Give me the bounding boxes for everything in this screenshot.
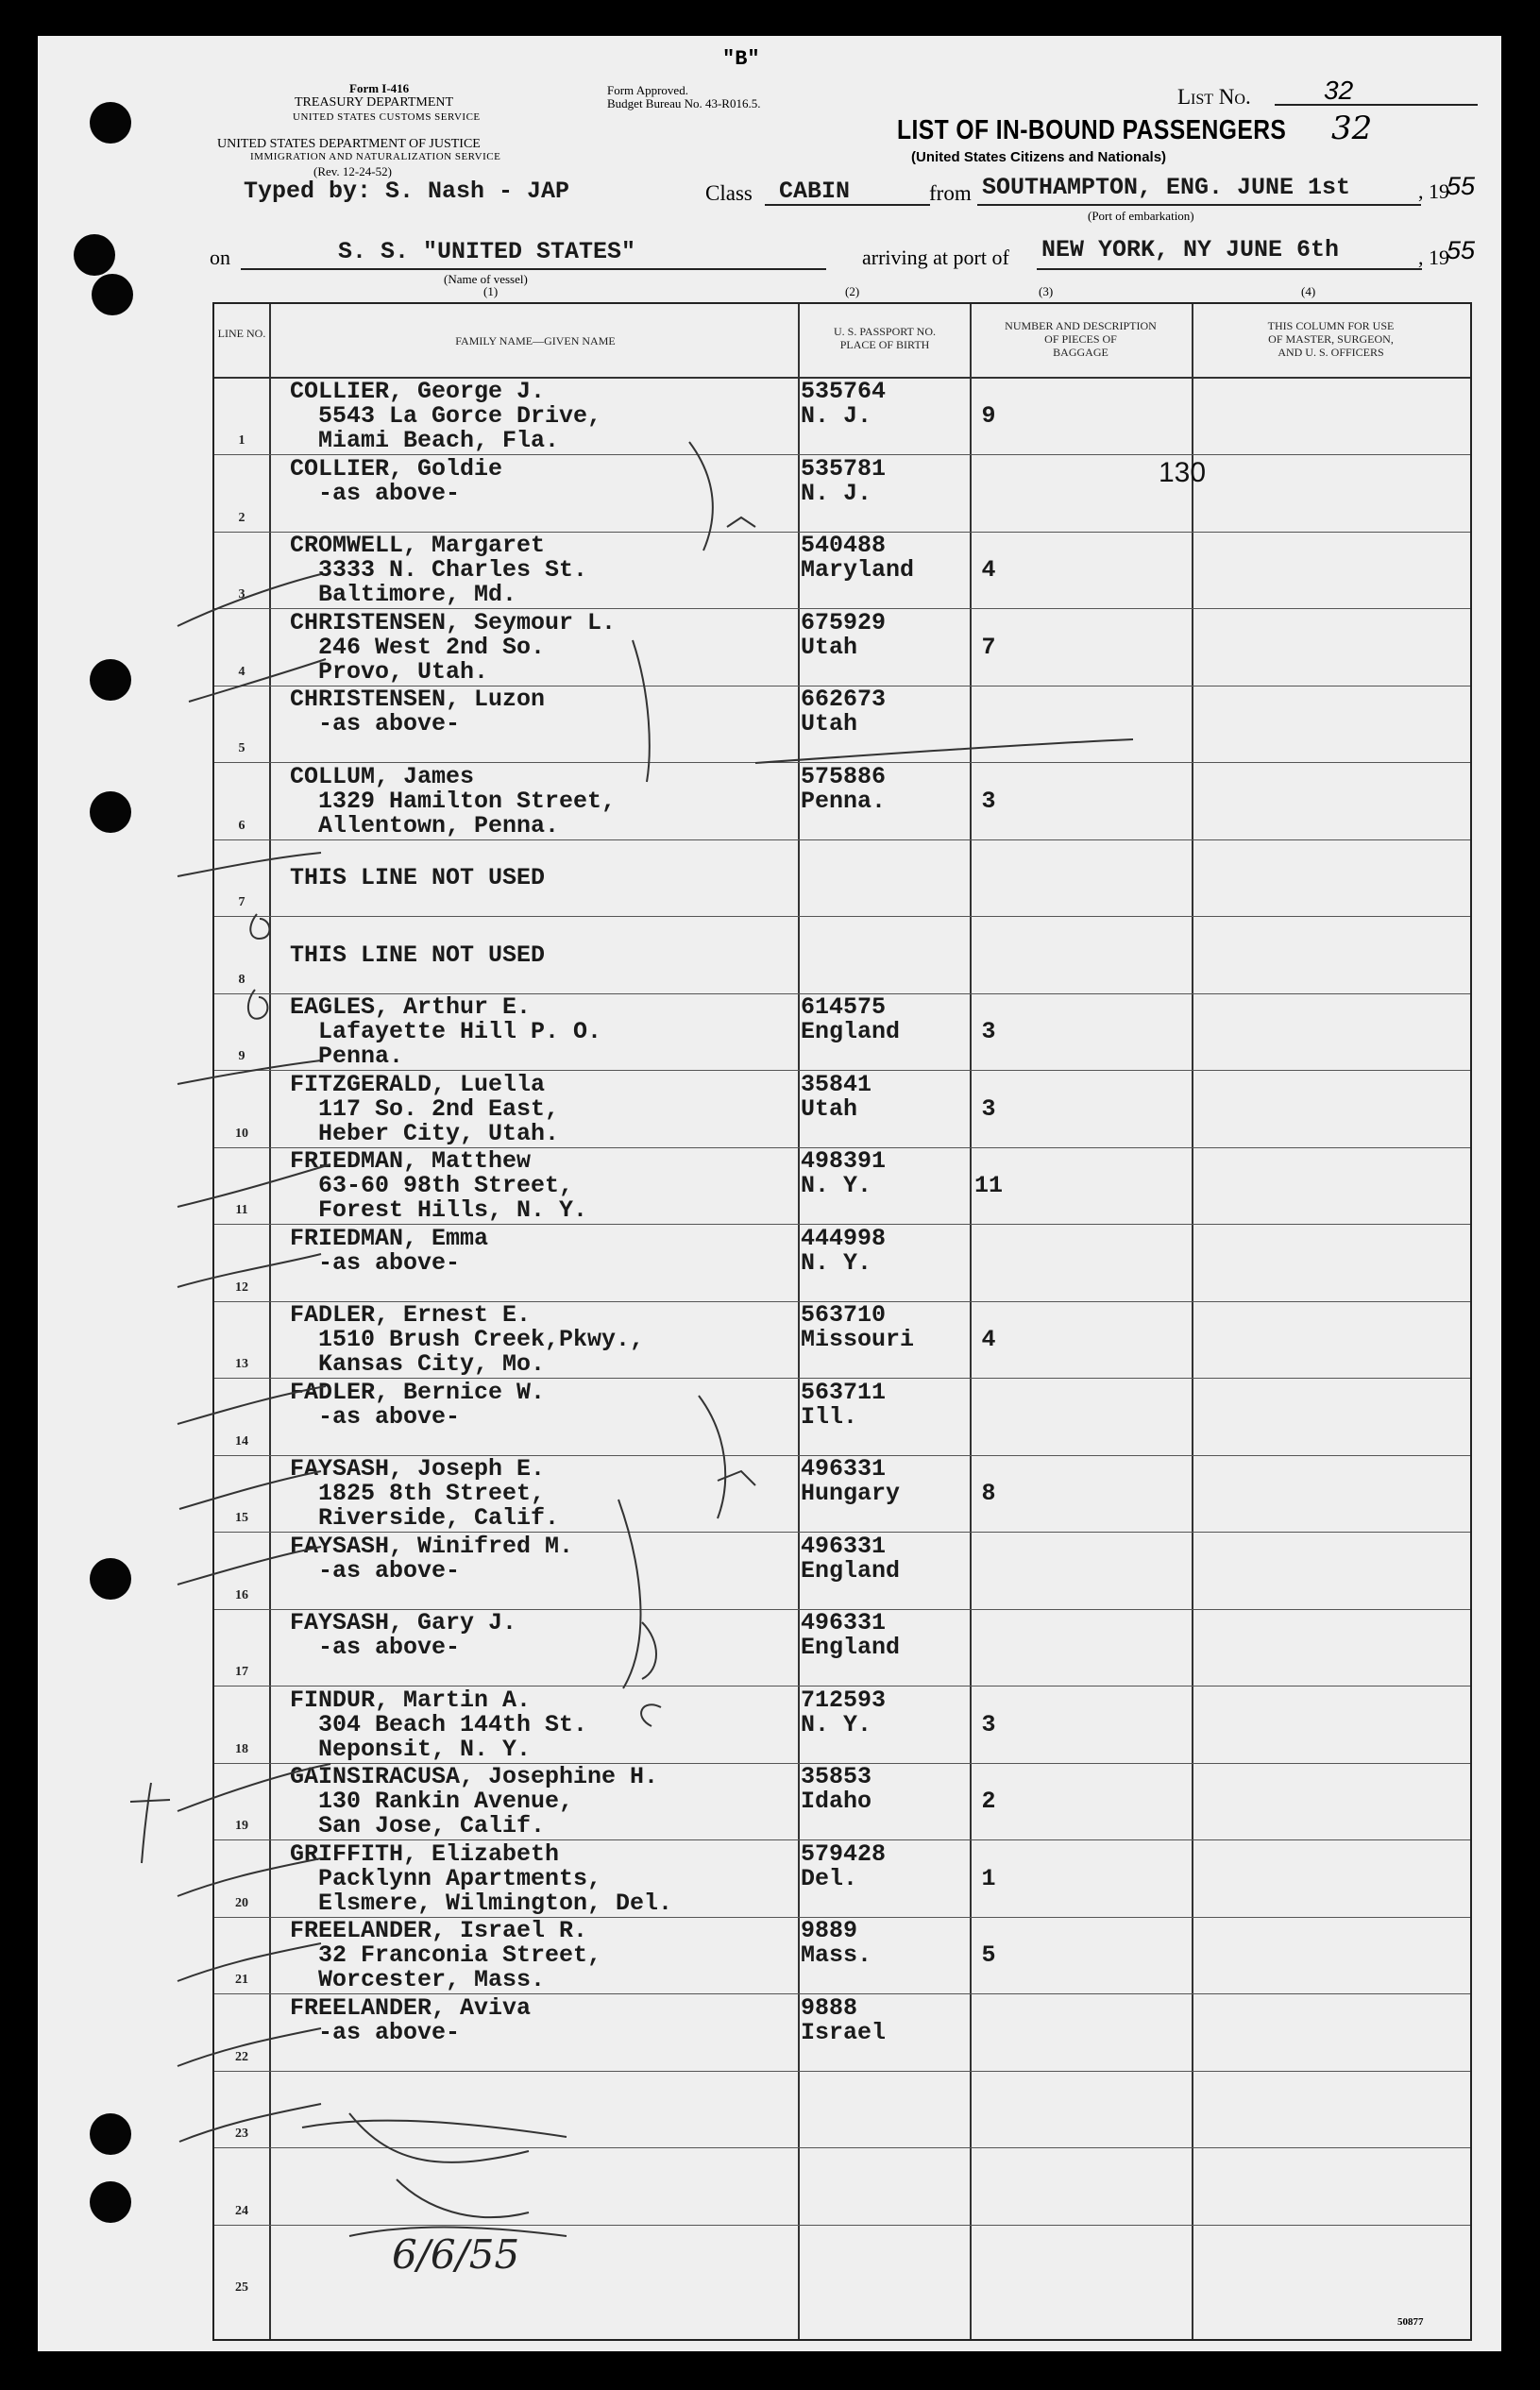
passport-birth bbox=[801, 1993, 887, 2046]
passport-birth bbox=[801, 380, 886, 429]
line-number: 24 bbox=[235, 2203, 248, 2218]
address-line-2: Provo, Utah. bbox=[318, 657, 489, 686]
passenger-name: FREELANDER, Aviva bbox=[290, 1993, 532, 2022]
baggage-count: 4 bbox=[981, 556, 996, 584]
passenger-name-address bbox=[290, 534, 587, 607]
passenger-name-address bbox=[290, 1457, 559, 1531]
address-line-2: Riverside, Calif. bbox=[318, 1504, 560, 1532]
passport-number: 535764 bbox=[801, 378, 887, 405]
passenger-name-address bbox=[290, 380, 601, 453]
passport-number: 498391 bbox=[801, 1147, 887, 1175]
passenger-table bbox=[212, 302, 1472, 2341]
table-header bbox=[214, 304, 1470, 379]
baggage-count: 5 bbox=[981, 1941, 996, 1969]
passenger-name-address bbox=[290, 1224, 489, 1277]
passenger-name: EAGLES, Arthur E. bbox=[290, 993, 532, 1021]
binder-hole bbox=[90, 659, 131, 701]
address-line-2: Miami Beach, Fla. bbox=[318, 427, 560, 454]
line-number: 10 bbox=[235, 1126, 248, 1141]
passenger-name: FITZGERALD, Luella bbox=[290, 1070, 546, 1098]
place-of-birth: Ill. bbox=[801, 1402, 858, 1431]
table-row bbox=[214, 763, 1470, 840]
passenger-name-address bbox=[290, 866, 545, 890]
table-row bbox=[214, 1609, 1470, 1687]
passport-number: 614575 bbox=[801, 993, 887, 1021]
passenger-name-address bbox=[290, 1765, 658, 1839]
address-line-1: 3333 N. Charles St. bbox=[318, 556, 588, 584]
budget-bureau: Budget Bureau No. 43-R016.5. bbox=[607, 96, 761, 110]
passenger-name: GAINSIRACUSA, Josephine H. bbox=[290, 1763, 659, 1790]
passenger-name-address bbox=[290, 608, 617, 686]
place-of-birth: N. Y. bbox=[801, 1248, 872, 1277]
passenger-name: GRIFFITH, Elizabeth bbox=[290, 1839, 560, 1868]
line-number: 18 bbox=[235, 1741, 248, 1756]
passport-birth bbox=[801, 608, 887, 661]
passenger-name: THIS LINE NOT USED bbox=[290, 941, 546, 969]
line-number: 17 bbox=[235, 1665, 248, 1679]
place-of-birth: England bbox=[801, 1634, 901, 1661]
form-number: Form I-416 bbox=[349, 81, 410, 95]
line-number: 23 bbox=[235, 2127, 248, 2141]
passenger-name-address bbox=[290, 762, 617, 839]
address-line-2: Allentown, Penna. bbox=[318, 811, 560, 839]
class-label: Class bbox=[705, 181, 753, 205]
table-row bbox=[214, 1455, 1470, 1533]
passport-birth bbox=[801, 1919, 872, 1968]
vessel-col: (1) bbox=[483, 284, 499, 298]
place-of-birth: N. J. bbox=[801, 479, 872, 507]
line-number: 25 bbox=[235, 2280, 248, 2295]
address-line-2: Kansas City, Mo. bbox=[318, 1350, 546, 1378]
binder-hole bbox=[90, 102, 131, 144]
list-no-handwritten: 32 bbox=[1331, 110, 1373, 147]
line-number: 15 bbox=[235, 1511, 248, 1525]
address-line-1: 32 Franconia Street, bbox=[318, 1941, 602, 1969]
address-line-1: -as above- bbox=[318, 1556, 461, 1585]
top-mark: "B" bbox=[722, 47, 760, 71]
passport-birth bbox=[801, 1839, 887, 1892]
rev: (Rev. 12-24-52) bbox=[313, 164, 392, 178]
baggage-count: 11 bbox=[973, 1172, 1003, 1199]
arrival-year-prefix: , 19 bbox=[1418, 246, 1449, 269]
passenger-name: FADLER, Ernest E. bbox=[290, 1301, 532, 1329]
passenger-name: FADLER, Bernice W. bbox=[290, 1378, 546, 1406]
table-row bbox=[214, 1147, 1470, 1225]
address-line-2: Forest Hills, N. Y. bbox=[318, 1196, 588, 1224]
table-row bbox=[214, 1994, 1470, 2072]
address-line-1: 117 So. 2nd East, bbox=[318, 1094, 560, 1123]
line-number: 19 bbox=[235, 1819, 248, 1833]
line-number: 8 bbox=[238, 972, 245, 987]
col-header-line-no: LINE NO. bbox=[217, 327, 266, 340]
passenger-name: FINDUR, Martin A. bbox=[290, 1686, 532, 1714]
line-number: 21 bbox=[235, 1973, 248, 1987]
col2-marker: (2) bbox=[845, 284, 860, 298]
binder-hole bbox=[74, 234, 115, 276]
passport-number: 662673 bbox=[801, 686, 887, 713]
passenger-list-sheet bbox=[38, 36, 1501, 2351]
place-of-birth: Penna. bbox=[801, 787, 887, 815]
baggage-count: 3 bbox=[981, 1710, 996, 1738]
passenger-name-address bbox=[290, 943, 545, 968]
passport-birth bbox=[801, 534, 914, 583]
binder-hole bbox=[92, 274, 133, 315]
address-line-2: Heber City, Utah. bbox=[318, 1119, 560, 1147]
place-of-birth: Maryland bbox=[801, 556, 915, 584]
passport-birth bbox=[801, 1378, 887, 1431]
passenger-name-address bbox=[290, 1839, 673, 1917]
vessel-caption: (Name of vessel) bbox=[444, 272, 528, 286]
col-header-name: FAMILY NAME—GIVEN NAME bbox=[455, 334, 616, 347]
address-line-2: Worcester, Mass. bbox=[318, 1966, 546, 1993]
table-row bbox=[214, 1071, 1470, 1148]
place-of-birth: N. Y. bbox=[801, 1172, 872, 1199]
passenger-name-address bbox=[290, 995, 601, 1069]
passenger-name: FREELANDER, Israel R. bbox=[290, 1917, 588, 1944]
line-number: 9 bbox=[238, 1049, 245, 1063]
col-header-officers: THIS COLUMN FOR USE OF MASTER, SURGEON, AND U. S. OFFICERS bbox=[1267, 319, 1395, 359]
list-subtitle: (United States Citizens and Nationals) bbox=[911, 149, 1167, 165]
passenger-name: COLLUM, James bbox=[290, 762, 475, 790]
address-line-1: 1329 Hamilton Street, bbox=[318, 787, 617, 815]
place-of-birth: Utah bbox=[801, 1094, 858, 1123]
line-number: 11 bbox=[235, 1203, 248, 1217]
table-row bbox=[214, 1763, 1470, 1840]
passenger-name: COLLIER, George J. bbox=[290, 378, 546, 405]
passenger-name: CHRISTENSEN, Seymour L. bbox=[290, 608, 617, 636]
address-line-1: 246 West 2nd So. bbox=[318, 633, 546, 661]
table-row bbox=[214, 1379, 1470, 1456]
place-of-birth: N. J. bbox=[801, 402, 872, 430]
line-number: 13 bbox=[235, 1357, 248, 1371]
place-of-birth: Israel bbox=[801, 2018, 887, 2046]
baggage-count: 7 bbox=[981, 633, 996, 661]
baggage-count: 8 bbox=[981, 1480, 996, 1507]
binder-hole bbox=[90, 2181, 131, 2223]
line-number: 3 bbox=[238, 587, 245, 602]
passport-birth bbox=[801, 1765, 872, 1814]
passport-birth bbox=[801, 1534, 900, 1584]
passenger-name-address bbox=[290, 1303, 644, 1377]
ins: IMMIGRATION AND NATURALIZATION SERVICE bbox=[250, 151, 501, 162]
table-row bbox=[214, 917, 1470, 994]
binder-hole bbox=[90, 791, 131, 833]
table-row bbox=[214, 839, 1470, 917]
passenger-name-address bbox=[290, 1149, 587, 1223]
baggage-count: 4 bbox=[981, 1326, 996, 1353]
line-number: 6 bbox=[238, 818, 245, 833]
passenger-name: FAYSASH, Joseph E. bbox=[290, 1455, 546, 1483]
address-line-1: -as above- bbox=[318, 1402, 461, 1431]
table-row bbox=[214, 532, 1470, 609]
address-line-1: 130 Rankin Avenue, bbox=[318, 1788, 574, 1815]
table-row bbox=[214, 1917, 1470, 1994]
table-row bbox=[214, 609, 1470, 686]
passport-birth bbox=[801, 995, 900, 1044]
line-number: 20 bbox=[235, 1895, 248, 1910]
address-line-2: Neponsit, N. Y. bbox=[318, 1735, 532, 1763]
address-line-2: Elsmere, Wilmington, Del. bbox=[318, 1889, 673, 1917]
passport-number: 444998 bbox=[801, 1224, 887, 1252]
address-line-1: -as above- bbox=[318, 1634, 461, 1661]
passenger-name-address bbox=[290, 1534, 573, 1584]
place-of-birth: England bbox=[801, 1556, 901, 1585]
line-number: 2 bbox=[238, 510, 245, 525]
port-embark-caption: (Port of embarkation) bbox=[1088, 209, 1194, 223]
passport-number: 496331 bbox=[801, 1609, 887, 1636]
line-number: 4 bbox=[238, 664, 245, 679]
table-row bbox=[214, 1687, 1470, 1764]
passenger-name: FAYSASH, Gary J. bbox=[290, 1609, 517, 1636]
line-number: 7 bbox=[238, 895, 245, 909]
passenger-name-address bbox=[290, 454, 503, 507]
line-number: 16 bbox=[235, 1587, 248, 1602]
table-row bbox=[214, 2148, 1470, 2226]
place-of-birth: Hungary bbox=[801, 1480, 901, 1507]
passenger-name-address bbox=[290, 1919, 601, 1992]
place-of-birth: Mass. bbox=[801, 1941, 872, 1969]
list-no-label: List No. bbox=[1177, 85, 1251, 109]
col-header-passport: U. S. PASSPORT NO. PLACE OF BIRTH bbox=[834, 325, 936, 351]
table-row bbox=[214, 2071, 1470, 2148]
officer-note: 130 bbox=[1159, 456, 1207, 488]
passenger-name-address bbox=[290, 1688, 587, 1762]
passport-number: 712593 bbox=[801, 1686, 887, 1714]
passport-number: 535781 bbox=[801, 454, 887, 483]
from-value: SOUTHAMPTON, ENG. JUNE 1st bbox=[982, 174, 1351, 201]
address-line-1: -as above- bbox=[318, 1248, 461, 1277]
binder-hole bbox=[90, 1558, 131, 1600]
passport-number: 579428 bbox=[801, 1839, 887, 1868]
passport-number: 540488 bbox=[801, 532, 887, 559]
passport-number: 35841 bbox=[801, 1070, 872, 1098]
col4-marker: (4) bbox=[1301, 284, 1316, 298]
passenger-name: CHRISTENSEN, Luzon bbox=[290, 686, 546, 713]
baggage-count: 2 bbox=[981, 1788, 996, 1815]
passport-birth bbox=[801, 687, 886, 737]
passport-birth bbox=[801, 1457, 900, 1506]
passport-birth bbox=[801, 1688, 886, 1737]
table-row bbox=[214, 1225, 1470, 1302]
place-of-birth: England bbox=[801, 1018, 901, 1045]
baggage-count: 3 bbox=[981, 1094, 996, 1123]
table-row bbox=[214, 993, 1470, 1071]
passport-number: 496331 bbox=[801, 1532, 887, 1560]
address-line-1: -as above- bbox=[318, 479, 461, 507]
table-row bbox=[214, 1840, 1470, 1918]
line-number: 22 bbox=[235, 2049, 248, 2064]
passport-birth bbox=[801, 1611, 900, 1660]
passport-birth bbox=[801, 454, 887, 507]
passport-number: 9889 bbox=[801, 1917, 858, 1944]
passport-number: 563711 bbox=[801, 1378, 887, 1406]
line-number: 14 bbox=[235, 1433, 248, 1449]
passenger-name-address bbox=[290, 1070, 560, 1147]
address-line-1: Packlynn Apartments, bbox=[318, 1864, 602, 1892]
passenger-name: THIS LINE NOT USED bbox=[290, 864, 546, 891]
baggage-count: 3 bbox=[981, 787, 996, 815]
list-no-value: 32 bbox=[1324, 76, 1354, 105]
passenger-name: FRIEDMAN, Matthew bbox=[290, 1147, 532, 1175]
passenger-name: COLLIER, Goldie bbox=[290, 454, 503, 483]
address-line-1: 1510 Brush Creek,Pkwy., bbox=[318, 1326, 645, 1353]
on-label: on bbox=[210, 246, 230, 269]
address-line-1: -as above- bbox=[318, 2018, 461, 2046]
place-of-birth: Utah bbox=[801, 633, 858, 661]
from-year-prefix: , 19 bbox=[1418, 179, 1449, 203]
passport-birth bbox=[801, 1070, 872, 1123]
arrival-value: NEW YORK, NY JUNE 6th bbox=[1041, 236, 1340, 263]
address-line-1: 304 Beach 144th St. bbox=[318, 1710, 588, 1738]
list-title: LIST OF IN-BOUND PASSENGERS bbox=[897, 115, 1287, 145]
passport-number: 35853 bbox=[801, 1763, 872, 1790]
typed-by: Typed by: S. Nash - JAP bbox=[244, 178, 570, 205]
footer-code: 50877 bbox=[1397, 2316, 1424, 2328]
place-of-birth: N. Y. bbox=[801, 1710, 872, 1738]
passport-number: 675929 bbox=[801, 608, 887, 636]
place-of-birth: Idaho bbox=[801, 1788, 872, 1815]
passport-number: 496331 bbox=[801, 1455, 887, 1483]
passport-birth bbox=[801, 1224, 887, 1277]
address-line-2: San Jose, Calif. bbox=[318, 1812, 546, 1839]
form-approved: Form Approved. bbox=[607, 83, 688, 97]
table-row bbox=[214, 1301, 1470, 1379]
passport-birth bbox=[801, 1149, 886, 1198]
doj: UNITED STATES DEPARTMENT OF JUSTICE bbox=[217, 137, 481, 151]
arrival-year-value: 55 bbox=[1447, 236, 1476, 264]
col3-marker: (3) bbox=[1039, 284, 1054, 298]
table-row bbox=[214, 686, 1470, 763]
baggage-count: 3 bbox=[981, 1018, 996, 1045]
address-line-1: -as above- bbox=[318, 710, 461, 737]
passenger-name: CROMWELL, Margaret bbox=[290, 532, 546, 559]
passenger-name: FRIEDMAN, Emma bbox=[290, 1224, 489, 1252]
address-line-1: 63-60 98th Street, bbox=[318, 1172, 574, 1199]
passenger-name-address bbox=[290, 1611, 516, 1660]
col-header-baggage: NUMBER AND DESCRIPTION OF PIECES OF BAGGAGE bbox=[1005, 319, 1157, 359]
arriving-label: arriving at port of bbox=[862, 246, 1009, 269]
passport-number: 575886 bbox=[801, 762, 887, 790]
customs-service: UNITED STATES CUSTOMS SERVICE bbox=[293, 111, 481, 123]
passenger-name-address bbox=[290, 1993, 532, 2046]
passport-birth bbox=[801, 762, 887, 815]
passport-birth bbox=[801, 1303, 914, 1352]
place-of-birth: Del. bbox=[801, 1864, 858, 1892]
line-number: 12 bbox=[235, 1280, 248, 1295]
from-label: from bbox=[929, 181, 972, 205]
address-line-2: Baltimore, Md. bbox=[318, 581, 517, 608]
from-year-value: 55 bbox=[1447, 172, 1476, 200]
address-line-1: Lafayette Hill P. O. bbox=[318, 1018, 602, 1045]
baggage-count: 1 bbox=[981, 1864, 996, 1892]
baggage-count: 9 bbox=[981, 402, 996, 430]
line-number: 5 bbox=[238, 741, 245, 755]
passport-number: 563710 bbox=[801, 1301, 887, 1329]
class-value: CABIN bbox=[779, 178, 851, 205]
passenger-name: FAYSASH, Winifred M. bbox=[290, 1532, 574, 1560]
vessel-value: S. S. "UNITED STATES" bbox=[338, 238, 636, 265]
address-line-1: 1825 8th Street, bbox=[318, 1480, 546, 1507]
address-line-2: Penna. bbox=[318, 1042, 404, 1070]
passenger-name-address bbox=[290, 1378, 546, 1431]
table-row bbox=[214, 455, 1470, 533]
address-line-1: 5543 La Gorce Drive, bbox=[318, 402, 602, 430]
table-row bbox=[214, 378, 1470, 455]
signature-date: 6/6/55 bbox=[392, 2231, 520, 2278]
passport-number: 9888 bbox=[801, 1993, 858, 2022]
treasury-dept: TREASURY DEPARTMENT bbox=[295, 95, 454, 110]
passenger-name-address bbox=[290, 687, 545, 737]
place-of-birth: Missouri bbox=[801, 1326, 915, 1353]
binder-hole bbox=[90, 2113, 131, 2155]
place-of-birth: Utah bbox=[801, 710, 858, 737]
table-row bbox=[214, 1533, 1470, 1610]
line-number: 1 bbox=[238, 433, 245, 448]
